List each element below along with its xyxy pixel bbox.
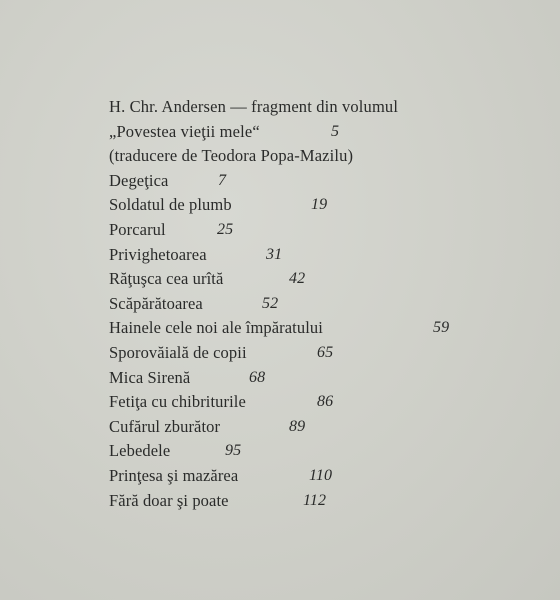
toc-entry-title: Mica Sirenă: [109, 367, 191, 387]
toc-entry: [109, 415, 549, 440]
toc-entry: [109, 341, 549, 366]
toc-entry-title: Fără doar şi poate: [109, 490, 229, 510]
toc-entry: [109, 193, 549, 218]
toc-entry-page: 65: [317, 343, 334, 361]
toc-entry: [109, 292, 549, 317]
toc-entry-page: 25: [217, 220, 234, 238]
toc-entry: [109, 489, 549, 514]
toc-entry: [109, 218, 549, 243]
toc-entry-title: Cufărul zburător: [109, 416, 221, 436]
toc-entry-title: Fetiţa cu chibriturile: [109, 392, 246, 412]
toc-entry: [109, 169, 549, 194]
toc-entry-page: 68: [249, 368, 266, 386]
toc-entry-title: Soldatul de plumb: [109, 195, 232, 215]
toc-entry-page: 19: [311, 196, 328, 214]
toc-entry-page: 95: [225, 442, 242, 460]
toc-entry-title: „Povestea vieţii mele“: [109, 121, 260, 141]
toc-entry-title: Porcarul: [109, 219, 166, 239]
toc-entry-title: Răţuşca cea urîtă: [109, 269, 224, 289]
toc-entry-title: Degeţica: [109, 170, 169, 190]
toc-entry-title: Privighetoarea: [109, 244, 207, 264]
toc-entry-title: Sporovăială de copii: [109, 342, 247, 362]
toc-entry: [109, 439, 549, 464]
table-of-contents: [109, 95, 549, 513]
toc-entry-page: 89: [289, 417, 306, 435]
toc-entry: [109, 366, 549, 391]
toc-entry: [109, 243, 549, 268]
toc-intro-line: [109, 95, 549, 120]
toc-intro-translator: [109, 144, 549, 169]
toc-entry-page: 7: [218, 171, 227, 189]
toc-entry-page: 5: [331, 122, 340, 140]
toc-entry: [109, 390, 549, 415]
toc-entry: [109, 316, 549, 341]
toc-entry: [109, 464, 549, 489]
toc-translator-note: (traducere de Teodora Popa-Mazilu): [109, 146, 354, 166]
toc-intro-entry: [109, 120, 549, 145]
toc-entry-page: 112: [303, 491, 327, 509]
toc-intro-author: H. Chr. Andersen — fragment din volumul: [109, 97, 399, 116]
toc-entry-page: 59: [433, 319, 450, 337]
toc-entry-page: 86: [317, 393, 334, 411]
toc-entry-page: 42: [289, 270, 306, 288]
toc-entry-page: 31: [266, 245, 283, 263]
toc-entry-title: Hainele cele noi ale împăratului: [109, 318, 323, 338]
toc-entry-title: Scăpărătoarea: [109, 293, 203, 313]
toc-entry: [109, 267, 549, 292]
toc-entry-page: 52: [262, 294, 279, 312]
toc-entry-title: Prinţesa şi mazărea: [109, 465, 239, 485]
toc-entry-title: Lebedele: [109, 441, 171, 461]
toc-entry-page: 110: [309, 466, 333, 484]
